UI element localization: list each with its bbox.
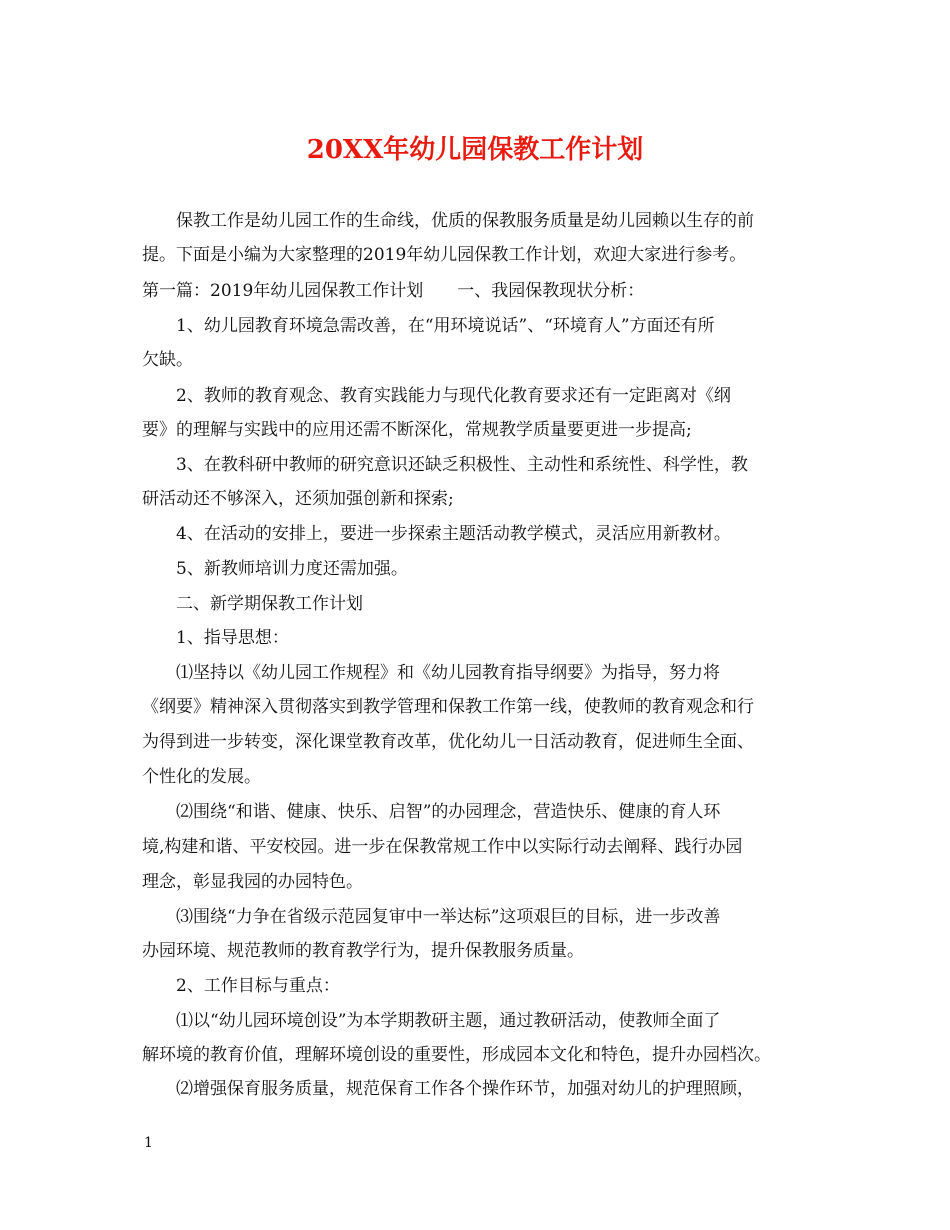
- paragraph-line: 二、新学期保教工作计划: [176, 594, 363, 614]
- paragraph-line: ⑵围绕“和谐、健康、快乐、启智”的办园理念，营造快乐、健康的育人环: [176, 802, 721, 822]
- paragraph-line: 办园环境、规范教师的教育教学行为，提升保教服务质量。: [142, 941, 584, 961]
- paragraph-line: 理念，彰显我园的办园特色。: [142, 872, 363, 892]
- paragraph-line: 1、指导思想：: [176, 628, 289, 648]
- paragraph-line: 提。下面是小编为大家整理的2019年幼儿园保教工作计划，欢迎大家进行参考。: [142, 245, 747, 265]
- paragraph-line: 个性化的发展。: [142, 767, 261, 787]
- paragraph-line: 解环境的教育价值，理解环境创设的重要性，形成园本文化和特色，提升办园档次。: [142, 1045, 771, 1065]
- paragraph-line: ⑴坚持以《幼儿园工作规程》和《幼儿园教育指导纲要》为指导，努力将: [176, 663, 720, 683]
- paragraph-line: 为得到进一步转变，深化课堂教育改革，优化幼儿一日活动教育，促进师生全面、: [142, 732, 754, 752]
- paragraph-line: 5、新教师培训力度还需加强。: [176, 559, 408, 579]
- paragraph-line: 《纲要》精神深入贯彻落实到教学管理和保教工作第一线，使教师的教育观念和行: [142, 697, 754, 717]
- paragraph-line: 2、工作目标与重点：: [176, 976, 340, 996]
- paragraph-line: 要》的理解与实践中的应用还需不断深化，常规教学质量要更进一步提高;: [142, 420, 692, 440]
- paragraph-line: ⑶围绕“力争在省级示范园复审中一举达标”这项艰巨的目标，进一步改善: [176, 907, 721, 927]
- paragraph-line: 保教工作是幼儿园工作的生命线，优质的保教服务质量是幼儿园赖以生存的前: [176, 211, 754, 231]
- paragraph-line: 欠缺。: [142, 350, 193, 370]
- paragraph-line: 境,构建和谐、平安校园。进一步在保教常规工作中以实际行动去阐释、践行办园: [142, 837, 743, 857]
- paragraph-line: 研活动还不够深入，还须加强创新和探索;: [142, 489, 454, 509]
- paragraph-line: 4、在活动的安排上，要进一步探索主题活动教学模式，灵活应用新教材。: [176, 524, 731, 544]
- paragraph-line: ⑴以“幼儿园环境创设”为本学期教研主题，通过教研活动，使教师全面了: [176, 1011, 721, 1031]
- document-title: 20XX年幼儿园保教工作计划: [306, 135, 644, 165]
- paragraph-line: 第一篇：2019年幼儿园保教工作计划 一、我园保教现状分析：: [142, 281, 645, 301]
- paragraph-line: 2、教师的教育观念、教育实践能力与现代化教育要求还有一定距离对《纲: [176, 386, 731, 406]
- paragraph-line: ⑵增强保育服务质量，规范保育工作各个操作环节，加强对幼儿的护理照顾，: [176, 1079, 754, 1099]
- page-number: 1: [144, 1135, 153, 1151]
- paragraph-line: 1、幼儿园教育环境急需改善，在“用环境说话”、“环境育人”方面还有所: [176, 316, 715, 336]
- paragraph-line: 3、在教科研中教师的研究意识还缺乏积极性、主动性和系统性、科学性，教: [176, 455, 748, 475]
